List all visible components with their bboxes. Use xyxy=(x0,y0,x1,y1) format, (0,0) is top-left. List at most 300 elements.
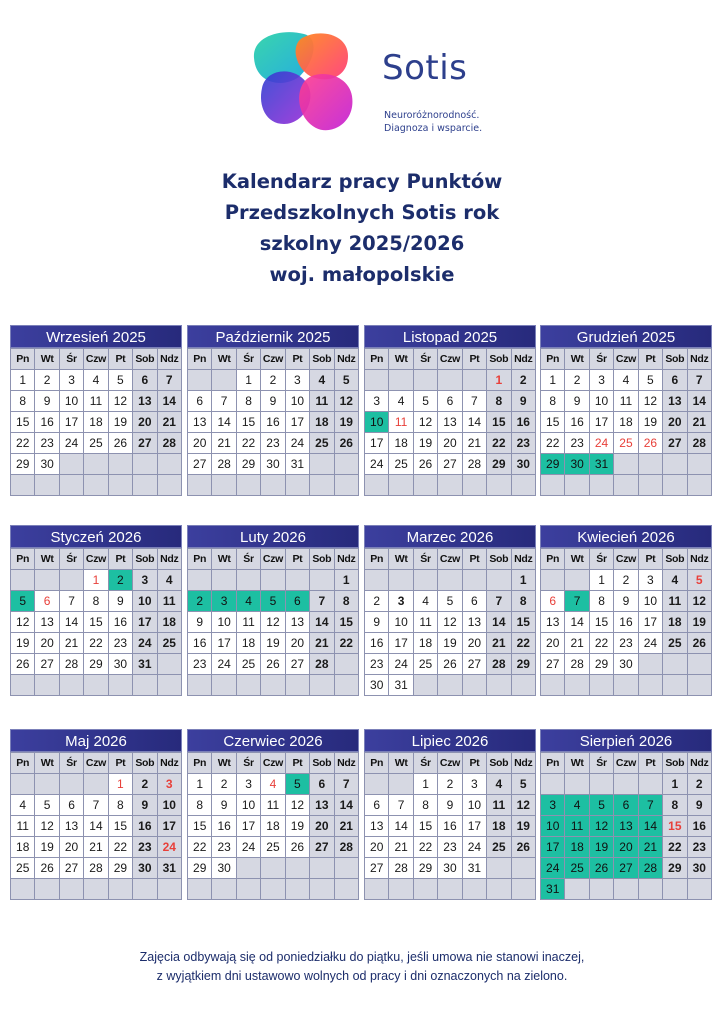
empty-cell xyxy=(487,475,511,496)
day-cell: 2 xyxy=(35,370,59,391)
empty-cell xyxy=(663,675,687,696)
day-cell: 27 xyxy=(541,654,565,675)
weekday-header: Ndz xyxy=(334,753,358,774)
day-cell: 22 xyxy=(511,633,535,654)
empty-cell xyxy=(133,475,157,496)
sotis-logo xyxy=(248,28,488,140)
day-cell: 12 xyxy=(334,391,358,412)
month-title: Kwiecień 2026 xyxy=(540,525,712,548)
empty-cell xyxy=(310,475,334,496)
day-cell: 14 xyxy=(462,412,486,433)
brand-tagline: Neuroróżnorodność. xyxy=(384,110,480,121)
day-cell: 1 xyxy=(589,570,613,591)
day-cell: 17 xyxy=(285,412,309,433)
empty-cell xyxy=(310,675,334,696)
day-cell: 2 xyxy=(511,370,535,391)
weekday-header: Pt xyxy=(638,349,662,370)
day-cell: 25 xyxy=(565,858,589,879)
title-line: woj. małopolskie xyxy=(269,263,455,286)
weekday-header: Sob xyxy=(663,349,687,370)
day-cell: 11 xyxy=(310,391,334,412)
day-cell: 20 xyxy=(462,633,486,654)
day-cell: 9 xyxy=(108,591,132,612)
weekday-header: Czw xyxy=(261,753,285,774)
day-cell: 8 xyxy=(511,591,535,612)
day-cell: 6 xyxy=(59,795,83,816)
day-cell: 24 xyxy=(157,837,181,858)
empty-cell xyxy=(413,570,437,591)
day-cell: 7 xyxy=(487,591,511,612)
day-cell: 24 xyxy=(59,433,83,454)
weekday-header: Pt xyxy=(462,753,486,774)
day-cell: 20 xyxy=(310,816,334,837)
day-cell: 27 xyxy=(59,858,83,879)
day-cell: 20 xyxy=(541,633,565,654)
sotis-logo-mark xyxy=(248,28,368,140)
day-cell: 19 xyxy=(261,633,285,654)
empty-cell xyxy=(236,675,260,696)
empty-cell xyxy=(511,879,535,900)
day-cell: 5 xyxy=(35,795,59,816)
day-cell: 7 xyxy=(310,591,334,612)
day-cell: 12 xyxy=(261,612,285,633)
day-cell: 17 xyxy=(541,837,565,858)
weekday-header: Pn xyxy=(188,549,212,570)
empty-cell xyxy=(59,475,83,496)
day-cell: 15 xyxy=(541,412,565,433)
day-cell: 20 xyxy=(59,837,83,858)
day-cell: 11 xyxy=(84,391,108,412)
day-cell: 25 xyxy=(614,433,638,454)
day-cell: 1 xyxy=(663,774,687,795)
day-cell: 13 xyxy=(541,612,565,633)
day-cell: 30 xyxy=(261,454,285,475)
weekday-header: Czw xyxy=(438,549,462,570)
weekday-header: Ndz xyxy=(157,753,181,774)
day-cell: 9 xyxy=(188,612,212,633)
day-cell: 2 xyxy=(365,591,389,612)
day-cell: 22 xyxy=(663,837,687,858)
weekday-header: Sob xyxy=(133,753,157,774)
day-cell: 11 xyxy=(389,412,413,433)
footer-line: z wyjątkiem dni ustawowo wolnych od pracy i dni oznaczonych na zielono. xyxy=(156,969,568,983)
day-cell: 19 xyxy=(108,412,132,433)
empty-cell xyxy=(389,370,413,391)
brand-tagline: Diagnoza i wsparcie. xyxy=(384,123,483,134)
empty-cell xyxy=(589,774,613,795)
day-cell: 25 xyxy=(413,654,437,675)
day-cell: 26 xyxy=(285,837,309,858)
day-cell: 17 xyxy=(236,816,260,837)
day-cell: 23 xyxy=(614,633,638,654)
empty-cell xyxy=(11,879,35,900)
day-cell: 31 xyxy=(285,454,309,475)
empty-cell xyxy=(487,879,511,900)
day-cell: 16 xyxy=(188,633,212,654)
weekday-header: Ndz xyxy=(687,549,711,570)
weekday-header: Pt xyxy=(638,753,662,774)
day-cell: 1 xyxy=(413,774,437,795)
empty-cell xyxy=(365,370,389,391)
day-cell: 15 xyxy=(84,612,108,633)
day-cell: 14 xyxy=(487,612,511,633)
day-cell: 6 xyxy=(133,370,157,391)
empty-cell xyxy=(261,675,285,696)
day-cell: 27 xyxy=(285,654,309,675)
day-cell: 3 xyxy=(59,370,83,391)
day-cell: 16 xyxy=(614,612,638,633)
day-cell: 12 xyxy=(285,795,309,816)
empty-cell xyxy=(438,879,462,900)
empty-cell xyxy=(663,879,687,900)
weekday-header: Sob xyxy=(133,349,157,370)
weekday-header: Pn xyxy=(365,349,389,370)
day-cell: 21 xyxy=(638,837,662,858)
day-cell: 24 xyxy=(236,837,260,858)
day-cell: 7 xyxy=(84,795,108,816)
empty-cell xyxy=(108,475,132,496)
day-cell: 21 xyxy=(565,633,589,654)
weekday-header: Ndz xyxy=(687,753,711,774)
day-cell: 23 xyxy=(438,837,462,858)
day-cell: 24 xyxy=(638,633,662,654)
day-cell: 30 xyxy=(365,675,389,696)
weekday-header: Pt xyxy=(285,753,309,774)
day-cell: 17 xyxy=(157,816,181,837)
empty-cell xyxy=(365,879,389,900)
month-title: Sierpień 2026 xyxy=(540,729,712,752)
day-cell: 14 xyxy=(687,391,711,412)
day-cell: 17 xyxy=(365,433,389,454)
empty-cell xyxy=(614,454,638,475)
weekday-header: Czw xyxy=(261,349,285,370)
day-cell: 29 xyxy=(589,654,613,675)
empty-cell xyxy=(487,675,511,696)
month-calendar xyxy=(540,325,712,496)
day-cell: 19 xyxy=(413,433,437,454)
day-cell: 19 xyxy=(334,412,358,433)
day-cell: 23 xyxy=(687,837,711,858)
day-cell: 8 xyxy=(663,795,687,816)
day-cell: 25 xyxy=(157,633,181,654)
day-cell: 27 xyxy=(462,654,486,675)
day-cell: 30 xyxy=(212,858,236,879)
day-cell: 3 xyxy=(133,570,157,591)
empty-cell xyxy=(285,858,309,879)
day-cell: 17 xyxy=(59,412,83,433)
weekday-header: Wt xyxy=(389,753,413,774)
day-cell: 11 xyxy=(487,795,511,816)
day-cell: 4 xyxy=(11,795,35,816)
day-cell: 16 xyxy=(687,816,711,837)
day-cell: 2 xyxy=(212,774,236,795)
weekday-header: Pn xyxy=(541,349,565,370)
empty-cell xyxy=(365,475,389,496)
month-title: Lipiec 2026 xyxy=(364,729,536,752)
empty-cell xyxy=(638,675,662,696)
day-cell: 29 xyxy=(487,454,511,475)
day-cell: 16 xyxy=(438,816,462,837)
day-cell: 27 xyxy=(614,858,638,879)
empty-cell xyxy=(84,879,108,900)
empty-cell xyxy=(188,675,212,696)
day-cell: 16 xyxy=(133,816,157,837)
day-cell: 14 xyxy=(212,412,236,433)
weekday-header: Sob xyxy=(663,549,687,570)
day-cell: 18 xyxy=(310,412,334,433)
empty-cell xyxy=(365,774,389,795)
day-cell: 6 xyxy=(35,591,59,612)
empty-cell xyxy=(389,774,413,795)
empty-cell xyxy=(188,475,212,496)
day-cell: 15 xyxy=(663,816,687,837)
day-cell: 5 xyxy=(261,591,285,612)
day-cell: 16 xyxy=(108,612,132,633)
month-calendar xyxy=(187,729,359,900)
empty-cell xyxy=(614,774,638,795)
empty-cell xyxy=(565,774,589,795)
day-cell: 31 xyxy=(133,654,157,675)
day-cell: 26 xyxy=(511,837,535,858)
day-cell: 12 xyxy=(638,391,662,412)
day-cell: 5 xyxy=(687,570,711,591)
day-cell: 4 xyxy=(565,795,589,816)
day-cell: 20 xyxy=(188,433,212,454)
day-cell: 11 xyxy=(413,612,437,633)
empty-cell xyxy=(59,879,83,900)
day-cell: 20 xyxy=(438,433,462,454)
empty-cell xyxy=(236,475,260,496)
weekday-header: Czw xyxy=(438,349,462,370)
day-cell: 26 xyxy=(638,433,662,454)
day-cell: 24 xyxy=(133,633,157,654)
empty-cell xyxy=(11,774,35,795)
day-cell: 26 xyxy=(687,633,711,654)
weekday-header: Ndz xyxy=(157,549,181,570)
month-calendar xyxy=(364,325,536,496)
day-cell: 18 xyxy=(663,612,687,633)
empty-cell xyxy=(663,654,687,675)
weekday-header: Sob xyxy=(487,753,511,774)
day-cell: 12 xyxy=(35,816,59,837)
day-cell: 6 xyxy=(663,370,687,391)
day-cell: 27 xyxy=(663,433,687,454)
day-cell: 9 xyxy=(365,612,389,633)
empty-cell xyxy=(334,475,358,496)
weekday-header: Ndz xyxy=(511,753,535,774)
day-cell: 17 xyxy=(133,612,157,633)
day-cell: 5 xyxy=(638,370,662,391)
day-cell: 3 xyxy=(157,774,181,795)
day-cell: 10 xyxy=(638,591,662,612)
empty-cell xyxy=(157,454,181,475)
day-cell: 22 xyxy=(236,433,260,454)
empty-cell xyxy=(212,370,236,391)
day-cell: 12 xyxy=(687,591,711,612)
weekday-header: Czw xyxy=(614,549,638,570)
day-cell: 17 xyxy=(212,633,236,654)
empty-cell xyxy=(638,774,662,795)
month-calendar xyxy=(10,525,182,696)
day-cell: 21 xyxy=(59,633,83,654)
day-cell: 22 xyxy=(108,837,132,858)
day-cell: 28 xyxy=(389,858,413,879)
page-title xyxy=(0,166,724,290)
empty-cell xyxy=(334,675,358,696)
day-cell: 3 xyxy=(285,370,309,391)
empty-cell xyxy=(236,858,260,879)
weekday-header: Pt xyxy=(638,549,662,570)
day-cell: 9 xyxy=(438,795,462,816)
day-cell: 27 xyxy=(133,433,157,454)
day-cell: 18 xyxy=(389,433,413,454)
day-cell: 1 xyxy=(487,370,511,391)
empty-cell xyxy=(157,475,181,496)
day-cell: 3 xyxy=(638,570,662,591)
title-line: Przedszkolnych Sotis rok xyxy=(224,201,500,224)
day-cell: 16 xyxy=(365,633,389,654)
empty-cell xyxy=(541,774,565,795)
day-cell: 20 xyxy=(663,412,687,433)
empty-cell xyxy=(487,570,511,591)
day-cell: 7 xyxy=(389,795,413,816)
empty-cell xyxy=(462,475,486,496)
day-cell: 24 xyxy=(389,654,413,675)
day-cell: 13 xyxy=(59,816,83,837)
empty-cell xyxy=(188,879,212,900)
day-cell: 14 xyxy=(310,612,334,633)
empty-cell xyxy=(133,454,157,475)
day-cell: 29 xyxy=(11,454,35,475)
empty-cell xyxy=(541,675,565,696)
brand-name: Sotis xyxy=(382,48,468,88)
day-cell: 18 xyxy=(487,816,511,837)
empty-cell xyxy=(11,475,35,496)
day-cell: 16 xyxy=(511,412,535,433)
day-cell: 7 xyxy=(462,391,486,412)
empty-cell xyxy=(84,774,108,795)
empty-cell xyxy=(687,475,711,496)
day-cell: 9 xyxy=(511,391,535,412)
empty-cell xyxy=(236,570,260,591)
day-cell: 19 xyxy=(589,837,613,858)
month-calendar xyxy=(540,729,712,900)
day-cell: 7 xyxy=(638,795,662,816)
day-cell: 26 xyxy=(589,858,613,879)
day-cell: 4 xyxy=(413,591,437,612)
empty-cell xyxy=(663,454,687,475)
empty-cell xyxy=(84,454,108,475)
day-cell: 14 xyxy=(389,816,413,837)
empty-cell xyxy=(285,475,309,496)
empty-cell xyxy=(108,675,132,696)
day-cell: 14 xyxy=(59,612,83,633)
month-title: Czerwiec 2026 xyxy=(187,729,359,752)
day-cell: 8 xyxy=(11,391,35,412)
day-cell: 17 xyxy=(389,633,413,654)
weekday-header: Pt xyxy=(285,349,309,370)
weekday-header: Wt xyxy=(35,753,59,774)
empty-cell xyxy=(35,879,59,900)
day-cell: 8 xyxy=(487,391,511,412)
day-cell: 5 xyxy=(11,591,35,612)
day-cell: 29 xyxy=(511,654,535,675)
day-cell: 19 xyxy=(687,612,711,633)
day-cell: 20 xyxy=(133,412,157,433)
empty-cell xyxy=(687,675,711,696)
empty-cell xyxy=(35,675,59,696)
weekday-header: Pn xyxy=(188,349,212,370)
day-cell: 6 xyxy=(310,774,334,795)
day-cell: 16 xyxy=(212,816,236,837)
empty-cell xyxy=(310,858,334,879)
day-cell: 28 xyxy=(462,454,486,475)
day-cell: 21 xyxy=(212,433,236,454)
month-title: Wrzesień 2025 xyxy=(10,325,182,348)
empty-cell xyxy=(413,475,437,496)
weekday-header: Pt xyxy=(285,549,309,570)
day-cell: 30 xyxy=(438,858,462,879)
day-cell: 2 xyxy=(133,774,157,795)
day-cell: 22 xyxy=(334,633,358,654)
month-calendar xyxy=(10,325,182,496)
weekday-header: Sob xyxy=(310,349,334,370)
day-cell: 12 xyxy=(589,816,613,837)
day-cell: 4 xyxy=(236,591,260,612)
empty-cell xyxy=(310,570,334,591)
day-cell: 26 xyxy=(108,433,132,454)
day-cell: 12 xyxy=(11,612,35,633)
month-title: Grudzień 2025 xyxy=(540,325,712,348)
day-cell: 11 xyxy=(565,816,589,837)
day-cell: 4 xyxy=(310,370,334,391)
weekday-header: Czw xyxy=(84,549,108,570)
day-cell: 22 xyxy=(11,433,35,454)
day-cell: 13 xyxy=(614,816,638,837)
day-cell: 2 xyxy=(108,570,132,591)
day-cell: 29 xyxy=(236,454,260,475)
day-cell: 20 xyxy=(614,837,638,858)
empty-cell xyxy=(334,879,358,900)
empty-cell xyxy=(285,879,309,900)
month-calendar xyxy=(10,729,182,900)
day-cell: 29 xyxy=(413,858,437,879)
weekday-header: Sob xyxy=(310,549,334,570)
weekday-header: Ndz xyxy=(511,549,535,570)
day-cell: 18 xyxy=(157,612,181,633)
day-cell: 28 xyxy=(487,654,511,675)
month-title: Luty 2026 xyxy=(187,525,359,548)
day-cell: 21 xyxy=(157,412,181,433)
empty-cell xyxy=(212,879,236,900)
day-cell: 26 xyxy=(261,654,285,675)
day-cell: 28 xyxy=(687,433,711,454)
empty-cell xyxy=(188,570,212,591)
footer-note xyxy=(0,948,724,986)
empty-cell xyxy=(638,475,662,496)
day-cell: 11 xyxy=(663,591,687,612)
month-title: Listopad 2025 xyxy=(364,325,536,348)
empty-cell xyxy=(638,654,662,675)
weekday-header: Pt xyxy=(108,349,132,370)
day-cell: 23 xyxy=(108,633,132,654)
day-cell: 13 xyxy=(365,816,389,837)
empty-cell xyxy=(687,654,711,675)
empty-cell xyxy=(462,879,486,900)
day-cell: 3 xyxy=(212,591,236,612)
day-cell: 1 xyxy=(108,774,132,795)
day-cell: 5 xyxy=(438,591,462,612)
